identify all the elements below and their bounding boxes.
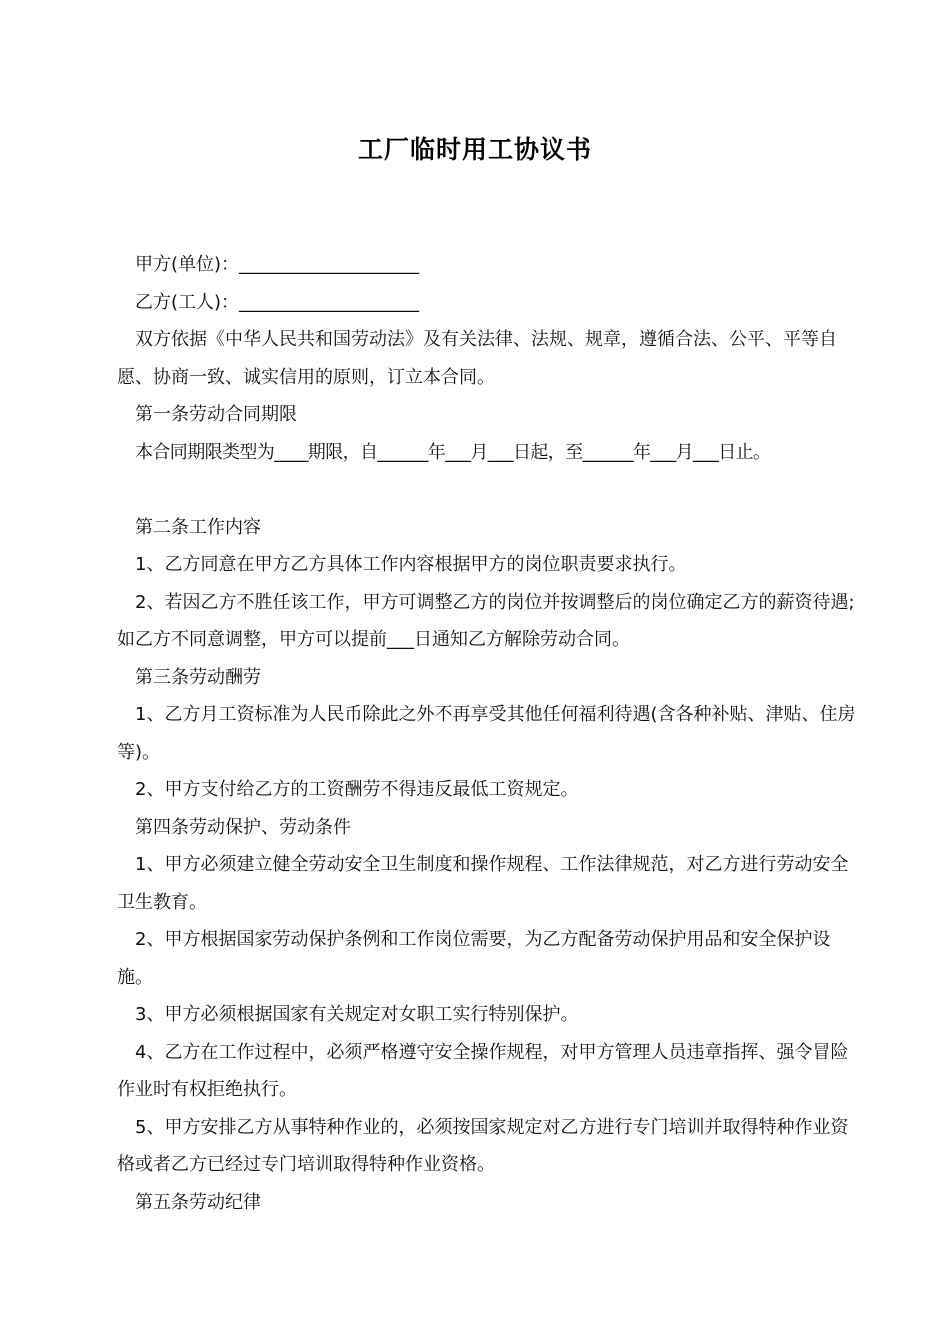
article-1-heading: 第一条劳动合同期限 [135,404,297,425]
article-4-clause-2: 2、甲方根据国家劳动保护条例和工作岗位需要，为乙方配备劳动保护用品和安全保护设施。 [117,929,831,988]
article-2-clause-1: 1、乙方同意在甲方乙方具体工作内容根据甲方的岗位职责要求执行。 [135,554,687,575]
blank-line [117,471,857,509]
article-4-clause-1: 1、甲方必须建立健全劳动安全卫生制度和操作规程、工作法律规范，对乙方进行劳动安全卫生教育。 [117,854,849,913]
party-a-line: 甲方(单位)：____________________ [135,254,420,275]
article-4-clause-5: 5、甲方安排乙方从事特种作业的，必须按国家规定对乙方进行专门培训并取得特种作业资格或者乙方已经过专门培训取得特种作业资格。 [117,1116,849,1175]
article-3-heading: 第三条劳动酬劳 [135,666,261,688]
contract-term-line: 本合同期限类型为____期限，自______年___月___日起，至______年___月___日止。 [135,441,771,463]
party-b-line: 乙方(工人)：____________________ [135,291,420,313]
article-3-clause-2: 2、甲方支付给乙方的工资酬劳不得违反最低工资规定。 [135,779,579,800]
article-4-heading: 第四条劳动保护、劳动条件 [135,816,351,838]
article-2-heading: 第二条工作内容 [135,516,261,538]
article-3-clause-1: 1、乙方月工资标准为人民币除此之外不再享受其他任何福利待遇(含各种补贴、津贴、住房等)。 [117,704,856,763]
preamble-paragraph: 双方依据《中华人民共和国劳动法》及有关法律、法规、规章，遵循合法、公平、平等自愿、协商一致、诚实信用的原则，订立本合同。 [117,329,837,388]
article-4-clause-4: 4、乙方在工作过程中，必须严格遵守安全操作规程，对甲方管理人员违章指挥、强令冒险作业时有权拒绝执行。 [117,1041,849,1100]
article-5-heading: 第五条劳动纪律 [135,1191,261,1213]
article-4-clause-3: 3、甲方必须根据国家有关规定对女职工实行特别保护。 [135,1004,579,1025]
document-body [117,246,857,1221]
document-title: 工厂临时用工协议书 [357,135,592,164]
article-2-clause-2: 2、若因乙方不胜任该工作，甲方可调整乙方的岗位并按调整后的岗位确定乙方的薪资待遇;如乙方不同意调整，甲方可以提前___日通知乙方解除劳动合同。 [117,591,855,650]
